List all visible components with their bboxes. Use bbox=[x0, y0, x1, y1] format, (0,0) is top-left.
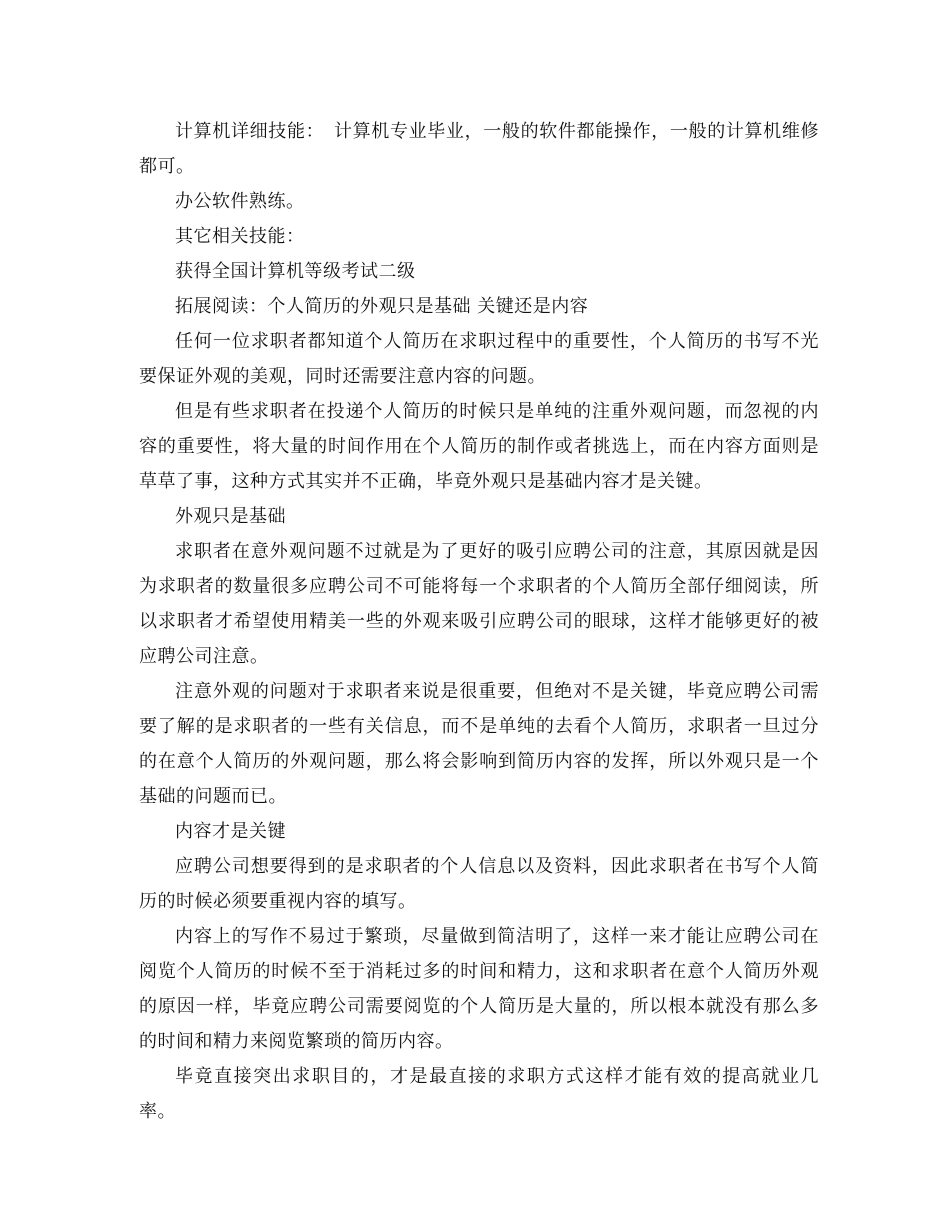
paragraph-appearance-1: 求职者在意外观问题不过就是为了更好的吸引应聘公司的注意，其原因就是因为求职者的数量很多应聘公司不可能将每一个求职者的个人简历全部仔细阅读，所以求职者才希望使用精美一些的外观来吸引应聘公司的眼球，这样才能够更好的被应聘公司注意。 bbox=[139, 541, 819, 667]
paragraph-computer-skills: 计算机详细技能： 计算机专业毕业，一般的软件都能操作，一般的计算机维修都可。 bbox=[139, 121, 819, 177]
paragraph-content-1: 应聘公司想要得到的是求职者的个人信息以及资料，因此求职者在书写个人简历的时候必须要重视内容的填写。 bbox=[139, 856, 819, 912]
document-body bbox=[139, 114, 819, 1129]
paragraph-appearance-2: 注意外观的问题对于求职者来说是很重要，但绝对不是关键，毕竟应聘公司需要了解的是求职者的一些有关信息，而不是单纯的去看个人简历，求职者一旦过分的在意个人简历的外观问题，那么将会影响到简历内容的发挥，所以外观只是一个基础的问题而已。 bbox=[139, 681, 819, 807]
paragraph-certificate: 获得全国计算机等级考试二级 bbox=[175, 261, 416, 282]
paragraph-office-software: 办公软件熟练。 bbox=[175, 191, 305, 212]
paragraph-conclusion: 毕竟直接突出求职目的，才是最直接的求职方式这样才能有效的提高就业几率。 bbox=[139, 1066, 819, 1122]
section-heading-appearance: 外观只是基础 bbox=[175, 506, 286, 527]
paragraph-intro: 任何一位求职者都知道个人简历在求职过程中的重要性，个人简历的书写不光要保证外观的美观，同时还需要注意内容的问题。 bbox=[139, 331, 819, 387]
section-heading-content: 内容才是关键 bbox=[175, 821, 286, 842]
paragraph-extended-reading-title: 拓展阅读：个人简历的外观只是基础 关键还是内容 bbox=[175, 296, 589, 317]
paragraph-content-2: 内容上的写作不易过于繁琐，尽量做到简洁明了，这样一来才能让应聘公司在阅览个人简历的时候不至于消耗过多的时间和精力，这和求职者在意个人简历外观的原因一样，毕竟应聘公司需要阅览的个人简历是大量的，所以根本就没有那么多的时间和精力来阅览繁琐的简历内容。 bbox=[139, 926, 819, 1052]
paragraph-other-skills-label: 其它相关技能： bbox=[175, 226, 305, 247]
paragraph-problem: 但是有些求职者在投递个人简历的时候只是单纯的注重外观问题，而忽视的内容的重要性，将大量的时间作用在个人简历的制作或者挑选上，而在内容方面则是草草了事，这种方式其实并不正确，毕竟外观只是基础内容才是关键。 bbox=[139, 401, 819, 492]
